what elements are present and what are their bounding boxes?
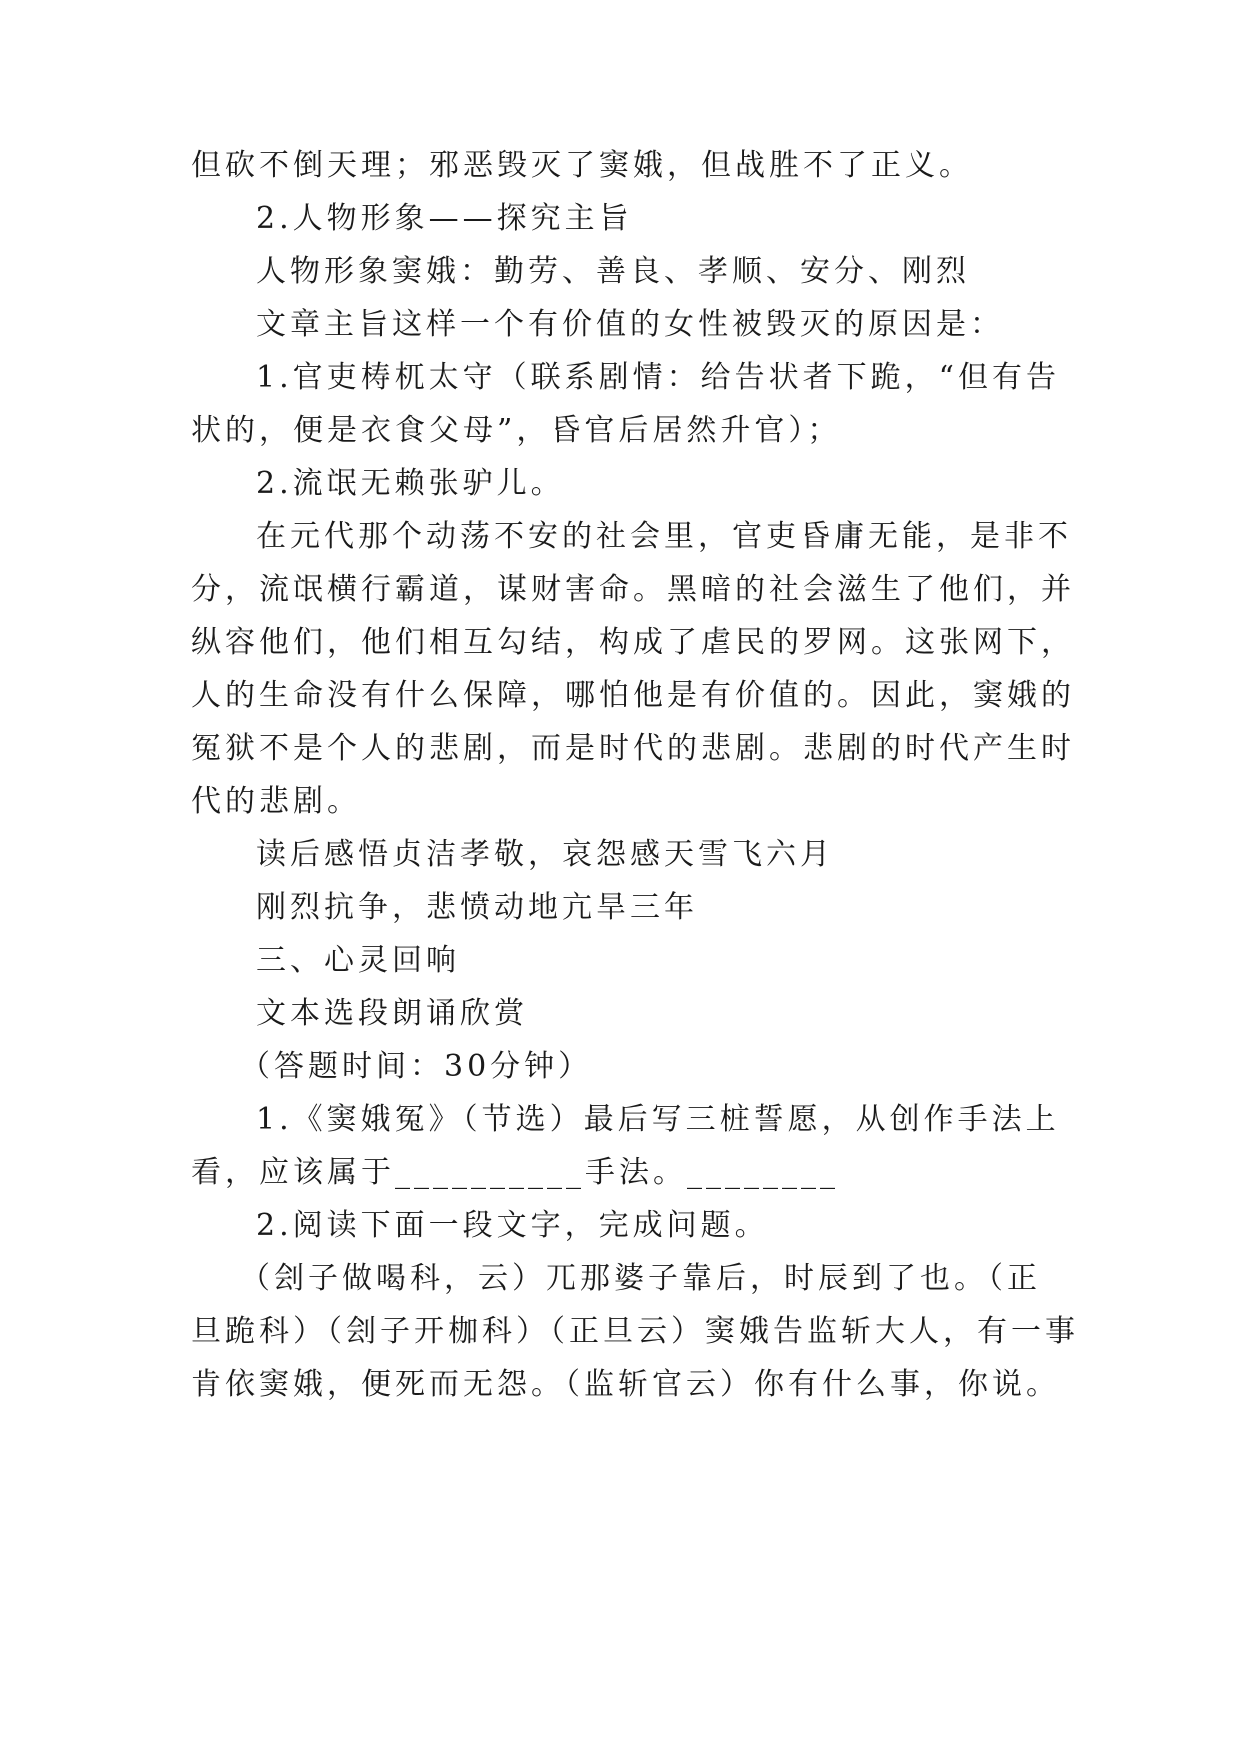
text-line: 文章主旨这样一个有价值的女性被毁灭的原因是： [256,307,1004,342]
list-item: 1.官吏梼杌太守（联系剧情：给告状者下跪，“但有告 [256,360,1060,395]
section-heading: 三、心灵回响 [256,943,460,978]
paragraph-line: 纵容他们，他们相互勾结，构成了虐民的罗网。这张网下， [191,625,1075,660]
paragraph-line: 冤狱不是个人的悲剧，而是时代的悲剧。悲剧的时代产生时 [191,731,1075,766]
paragraph-line: 分，流氓横行霸道，谋财害命。黑暗的社会滋生了他们，并 [191,572,1075,607]
text-line: 状的，便是衣食父母”，昏官后居然升官）； [191,413,842,448]
list-item: 2.流氓无赖张驴儿。 [256,466,565,501]
paragraph-line: 代的悲剧。 [191,784,361,819]
text-line: 读后感悟贞洁孝敬，哀怨感天雪飞六月 [256,837,834,872]
paragraph-line: 人的生命没有什么保障，哪怕他是有价值的。因此，窦娥的 [191,678,1075,713]
question-line: 看，应该属于__________手法。________ [191,1155,839,1190]
passage-line: （刽子做喝科，云）兀那婆子靠后，时辰到了也。（正 [240,1261,1041,1296]
text-line: 刚烈抗争，悲愤动地亢旱三年 [256,890,698,925]
text-line: （答题时间：30分钟） [240,1049,593,1084]
text-line: 文本选段朗诵欣赏 [256,996,528,1031]
passage-line: 旦跪科）（刽子开枷科）（正旦云）窦娥告监斩大人，有一事 [191,1314,1079,1349]
question-line: 1.《窦娥冤》（节选）最后写三桩誓愿，从创作手法上 [256,1102,1060,1137]
paragraph-line: 在元代那个动荡不安的社会里，官吏昏庸无能，是非不 [256,519,1072,554]
text-line: 但砍不倒天理；邪恶毁灭了窦娥，但战胜不了正义。 [191,148,973,183]
section-heading: 2.人物形象——探究主旨 [256,201,633,236]
passage-line: 肯依窦娥，便死而无怨。（监斩官云）你有什么事，你说。 [191,1367,1060,1402]
question-line: 2.阅读下面一段文字，完成问题。 [256,1208,769,1243]
text-line: 人物形象窦娥：勤劳、善良、孝顺、安分、刚烈 [256,254,970,289]
